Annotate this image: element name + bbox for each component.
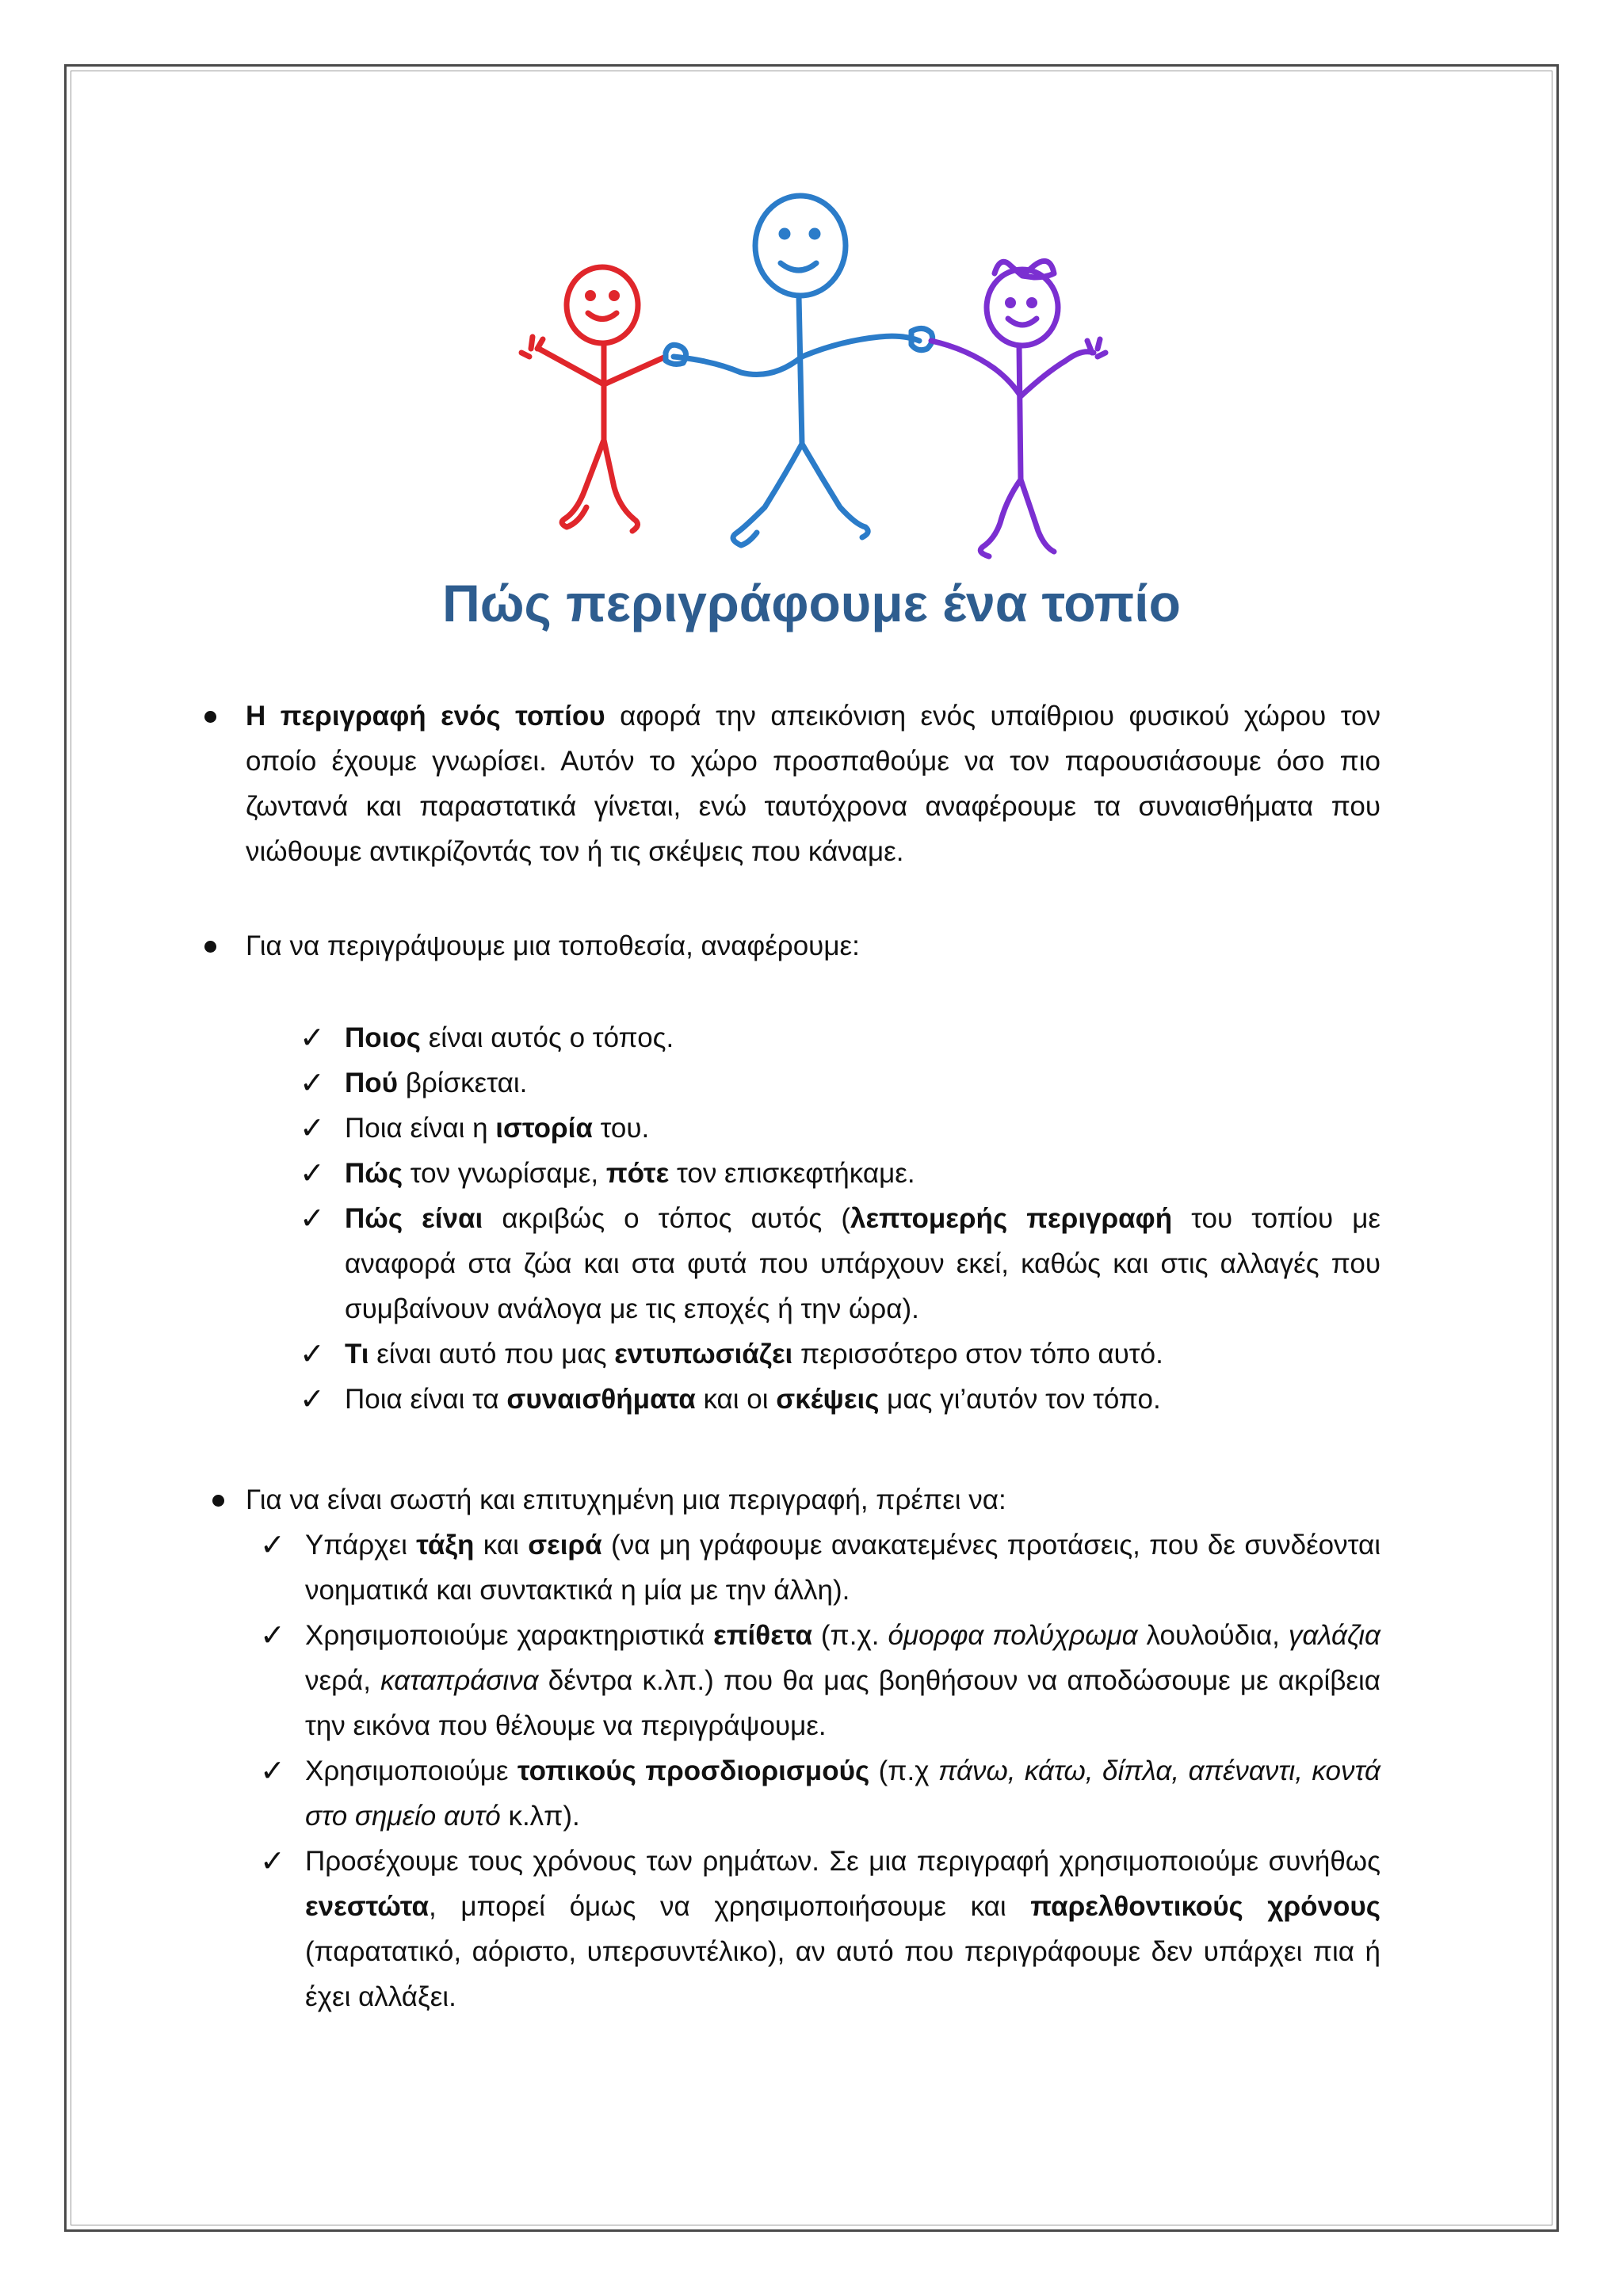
check-item (345, 1196, 1381, 1331)
bold-term: ενεστώτα (305, 1891, 430, 1922)
check-item (305, 1748, 1381, 1839)
check-icon: ✓ (300, 1381, 325, 1416)
blue-stick-figure (666, 196, 933, 545)
item-text: (παρατατικό, αόριστο, υπερσυντέλικο), αν αυτό που περιγράφουμε δεν υπάρχει πια ή έχει αλλάξει. (305, 1936, 1381, 2012)
bold-term: Ποιος (345, 1022, 421, 1053)
check-item (345, 1377, 1381, 1422)
bold-term: Η περιγραφή ενός τοπίου (246, 701, 605, 732)
item-text: (να μη γράφουμε ανακατεμένες προτάσεις, που δε συνδέονται νοηματικά και συντακτικά η μία με την άλλη). (305, 1530, 1381, 1606)
italic-example: όμορφα πολύχρωμα (888, 1620, 1138, 1651)
check-icon: ✓ (300, 1336, 325, 1371)
item-text: είναι αυτός ο τόπος. (420, 1022, 674, 1053)
check-item (345, 1060, 1381, 1106)
bold-term: Πώς είναι (345, 1203, 483, 1234)
check-icon: ✓ (300, 1201, 325, 1236)
bold-term: επίθετα (713, 1620, 812, 1651)
stick-figure-family-icon (507, 190, 1141, 571)
italic-example: γαλάζια (1288, 1620, 1381, 1651)
item-text: , μπορεί όμως να χρησιμοποιήσουμε και (429, 1891, 1031, 1922)
check-icon: ✓ (300, 1065, 325, 1100)
check-item (345, 1015, 1381, 1060)
item-text: Ποια είναι η (345, 1113, 496, 1144)
check-item (305, 1613, 1381, 1748)
item-text: Χρησιμοποιούμε χαρακτηριστικά (305, 1620, 714, 1651)
check-item (345, 1331, 1381, 1377)
item-text: του τοπίου με αναφορά στα ζώα και στα φυτά που υπάρχουν εκεί, καθώς και στις αλλαγές που συμβαίνουν ανάλογα με τις εποχές ή την ώρα). (345, 1203, 1381, 1324)
check-item (345, 1106, 1381, 1151)
bold-term: Πώς (345, 1158, 403, 1189)
item-text: τον επισκεφτήκαμε. (669, 1158, 915, 1189)
bullet-dot (204, 941, 216, 953)
item-text: κ.λπ). (500, 1801, 580, 1832)
bold-term: Πού (345, 1068, 399, 1098)
item-text: λουλούδια, (1137, 1620, 1289, 1651)
item-text: Προσέχουμε τους χρόνους των ρημάτων. Σε μια περιγραφή χρησιμοποιούμε συνήθως (305, 1846, 1381, 1877)
check-item (345, 1151, 1381, 1196)
item-text: του. (592, 1113, 650, 1144)
bullet-intro-requirements: Για να είναι σωστή και επιτυχημένη μια περιγραφή, πρέπει να: (246, 1484, 1006, 1515)
bold-term: τάξη (416, 1530, 475, 1561)
page-title: Πώς περιγράφουμε ένα τοπίο (442, 574, 1181, 632)
italic-example: πάνω, κάτω, δίπλα, απέναντι, κοντά στο σημείο αυτό (305, 1755, 1381, 1832)
bold-term: πότε (605, 1158, 670, 1189)
bold-term: εντυπωσιάζει (614, 1339, 793, 1370)
item-text: (π.χ. (812, 1620, 888, 1651)
bold-term: σκέψεις (776, 1384, 880, 1415)
item-text: (π.χ (869, 1755, 939, 1786)
item-text: είναι αυτό που μας (369, 1339, 615, 1370)
bullet-intro-location: Για να περιγράψουμε μια τοποθεσία, αναφέρουμε: (246, 930, 860, 961)
item-text: ακριβώς ο τόπος αυτός ( (483, 1203, 850, 1234)
bullet-dot (204, 711, 216, 723)
bold-term: σειρά (528, 1530, 602, 1561)
check-icon: ✓ (260, 1843, 285, 1878)
bold-term: συναισθήματα (506, 1384, 696, 1415)
item-text: Ποια είναι τα (345, 1384, 507, 1415)
item-text: μας γι’αυτόν τον τόπο. (879, 1384, 1161, 1415)
bold-term: τοπικούς προσδιορισμούς (517, 1755, 870, 1786)
check-icon: ✓ (300, 1110, 325, 1145)
check-icon: ✓ (260, 1753, 285, 1788)
purple-stick-figure (931, 261, 1106, 556)
item-text: νερά, (305, 1665, 381, 1696)
bullet-dot (212, 1495, 224, 1507)
check-item (305, 1522, 1381, 1613)
bold-term: λεπτομερής περιγραφή (850, 1203, 1173, 1234)
check-item (305, 1839, 1381, 2019)
italic-example: καταπράσινα (380, 1665, 539, 1696)
check-icon: ✓ (300, 1020, 325, 1055)
bold-term: ιστορία (495, 1113, 593, 1144)
bold-term: Τι (345, 1339, 369, 1370)
item-text: Χρησιμοποιούμε (305, 1755, 517, 1786)
item-text: περισσότερο στον τόπο αυτό. (792, 1339, 1163, 1370)
check-icon: ✓ (260, 1527, 285, 1562)
check-icon: ✓ (260, 1618, 285, 1652)
red-stick-figure (521, 267, 666, 531)
item-text: και οι (695, 1384, 777, 1415)
check-icon: ✓ (300, 1156, 325, 1190)
item-text: Υπάρχει (305, 1530, 417, 1561)
bullet-paragraph-landscape-description (246, 693, 1381, 874)
paragraph-text: αφορά την απεικόνιση ενός υπαίθριου φυσικού χώρου τον οποίο έχουμε γνωρίσει. Αυτόν το χώρο προσπαθούμε να τον παρουσιάσουμε όσο πιο ζωντανά και παραστατικά γίνεται, ενώ ταυτόχρονα αναφέρουμε τα συναισθήματα που νιώθουμε αντικρίζοντάς τον ή τις σκέψεις που κάναμε. (246, 701, 1381, 867)
item-text: και (474, 1530, 529, 1561)
item-text: βρίσκεται. (398, 1068, 528, 1098)
bold-term: παρελθοντικούς χρόνους (1030, 1891, 1381, 1922)
item-text: δέντρα κ.λπ.) που θα μας βοηθήσουν να αποδώσουμε με ακρίβεια την εικόνα που θέλουμε να περιγράψουμε. (305, 1665, 1381, 1741)
item-text: τον γνωρίσαμε, (403, 1158, 606, 1189)
